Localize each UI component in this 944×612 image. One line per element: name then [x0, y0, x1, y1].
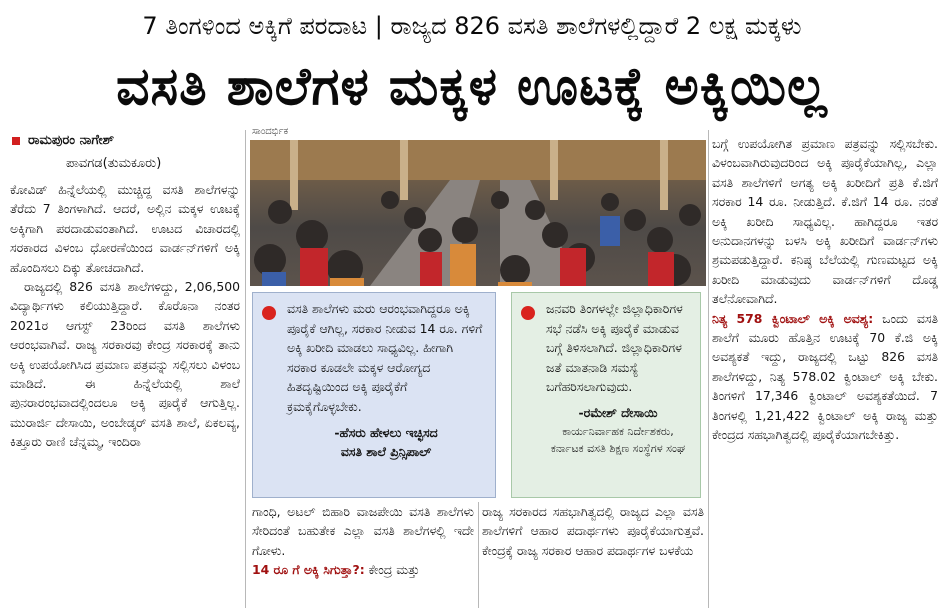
paragraph: ಕೋವಿಡ್ ಹಿನ್ನೆಲೆಯಲ್ಲಿ ಮುಚ್ಚಿದ್ದ ವಸತಿ ಶಾಲೆಗಳನ್ನು ತೆರೆದು 7 ತಿಂಗಳಾಗಿದೆ. ಆದರೆ, ಅಲ್ಲಿನ ಮಕ್ಕಳ ಊಟಕ್ಕೆ ಅಕ್ಕಿಗಾಗಿ ಪರದಾಡುವಂತಾಗಿದೆ. ಊಟದ ವಿಚಾರದಲ್ಲಿ ಸರಕಾರದ ವಿಳಂಬ ಧೋರಣೆಯಿಂದ ವಾರ್ಡನ್‌ಗಳಿಗೆ ಅಕ್ಕಿ ಹೊಂದಿಸಲು ದಿಕ್ಕು ತೋಚದಾಗಿದೆ.	[10, 182, 240, 275]
quote-box-director	[511, 292, 701, 498]
dining-hall-photo	[250, 140, 706, 286]
quote-text: ಜನವರಿ ತಿಂಗಳಲ್ಲೇ ಜಿಲ್ಲಾಧಿಕಾರಿಗಳ ಸಭೆ ನಡೆಸಿ ಅಕ್ಕಿ ಪೂರೈಕೆ ಮಾಡುವ ಬಗ್ಗೆ ತಿಳಿಸಲಾಗಿದೆ. ಜಿಲ್ಲಾಧಿಕಾರಿಗಳ ಜತೆ ಮಾತನಾಡಿ ಸಮಸ್ಯೆ ಬಗೆಹರಿಸಲಾಗುವುದು.	[546, 301, 683, 395]
article-column-1	[10, 180, 240, 608]
paragraph: ರಾಜ್ಯದಲ್ಲಿ 826 ವಸತಿ ಶಾಲೆಗಳಿದ್ದು, 2,06,500 ವಿದ್ಯಾರ್ಥಿಗಳು ಕಲಿಯುತ್ತಿದ್ದಾರೆ. ಕೊರೊನಾ ನಂತರ 2021ರ ಆಗಸ್ಟ್ 23ರಿಂದ ವಸತಿ ಶಾಲೆಗಳು ಆರಂಭವಾಗಿವೆ. ರಾಜ್ಯ ಸರಕಾರವು ಕೇಂದ್ರ ಸರಕಾರಕ್ಕೆ ತಾನು ಅಕ್ಕಿ ಉಪಯೋಗಿಸಿದ ಪ್ರಮಾಣ ಪತ್ರವನ್ನು ಸಲ್ಲಿಸಲು ವಿಳಂಬ ಮಾಡಿದೆ. ಈ ಹಿನ್ನೆಲೆಯಲ್ಲಿ ಶಾಲೆ ಪುನರಾರಂಭವಾದಲ್ಲಿಂದಲೂ ಅಕ್ಕಿ ಪೂರೈಕೆ ಆಗುತ್ತಿಲ್ಲ. ಮುರಾರ್ಜಿ ದೇಸಾಯಿ, ಅಂಬೇಡ್ಕರ್ ವಸತಿ ಶಾಲೆ, ಏಕಲವ್ಯ, ಕಿತ್ತೂರು ರಾಣಿ ಚೆನ್ನಮ್ಮ, ಇಂದಿರಾ	[10, 279, 240, 450]
subheading: ನಿತ್ಯ 578 ಕ್ವಿಂಟಾಲ್ ಅಕ್ಕಿ ಅವಶ್ಯ:	[712, 310, 874, 326]
paragraph: ರಾಜ್ಯ ಸರಕಾರದ ಸಹಭಾಗಿತ್ವದಲ್ಲಿ ರಾಜ್ಯದ ಎಲ್ಲಾ ವಸತಿ ಶಾಲೆಗಳಿಗೆ ಆಹಾರ ಪದಾರ್ಥಗಳು ಪೂರೈಕೆಯಾಗುತ್ತವೆ. ಕೇಂದ್ರಕ್ಕೆ ರಾಜ್ಯ ಸರಕಾರ ಆಹಾರ ಪದಾರ್ಥಗಳ ಬಳಕೆಯ	[482, 504, 704, 558]
quote-attribution-title: ವಸತಿ ಶಾಲೆ ಪ್ರಿನ್ಸಿಪಾಲ್	[340, 444, 432, 460]
article-column-4	[712, 134, 938, 610]
author-name: ರಾಮಪುರಂ ನಾಗೇಶ್	[28, 133, 115, 148]
photo-caption: ಸಾಂದರ್ಭಿಕ	[252, 126, 289, 137]
article-column-3-continued	[482, 502, 704, 608]
quote-attribution: -ಹೆಸರು ಹೇಳಲು ಇಚ್ಛಿಸದ	[334, 424, 438, 440]
paragraph: ಗಾಂಧಿ, ಅಟಲ್ ಬಿಹಾರಿ ವಾಜಪೇಯಿ ವಸತಿ ಶಾಲೆಗಳು ಸೇರಿದಂತೆ ಬಹುತೇಕ ಎಲ್ಲಾ ವಸತಿ ಶಾಲೆಗಳಲ್ಲಿ ಇದೇ ಗೋಳು.	[252, 504, 474, 558]
quote-role: ಕಾರ್ಯನಿರ್ವಾಹಕ ನಿರ್ದೇಶಕರು,	[562, 424, 674, 438]
quote-organization: ಕರ್ನಾಟಕ ವಸತಿ ಶಿಕ್ಷಣ ಸಂಸ್ಥೆಗಳ ಸಂಘ	[550, 441, 686, 455]
column-divider	[245, 130, 246, 608]
bullet-square-icon	[12, 137, 20, 145]
paragraph: ಬಗ್ಗೆ ಉಪಯೋಗಿತ ಪ್ರಮಾಣ ಪತ್ರವನ್ನು ಸಲ್ಲಿಸಬೇಕು. ವಿಳಂಬವಾಗಿರುವುದರಿಂದ ಅಕ್ಕಿ ಪೂರೈಕೆಯಾಗಿಲ್ಲ, ಎಲ್ಲಾ ವಸತಿ ಶಾಲೆಗಳಿಗೆ ಅಗತ್ಯ ಅಕ್ಕಿ ಖರೀದಿಗೆ ಪ್ರತಿ ಕೆ.ಜಿಗೆ ಸರಕಾರ 14 ರೂ. ನೀಡುತ್ತಿದೆ. ಕೆ.ಜಿಗೆ 14 ರೂ. ನಂತೆ ಅಕ್ಕಿ ಖರೀದಿ ಸಾಧ್ಯವಿಲ್ಲ. ಹಾಗಿದ್ದರೂ ಇತರ ಅನುದಾನಗಳನ್ನು ಬಳಸಿ ಅಕ್ಕಿ ಖರೀದಿಗೆ ವಾರ್ಡನ್‌ಗಳು ಶ್ರಮಪಡುತ್ತಿದ್ದಾರೆ. ಕನಿಷ್ಠ ಬೆಲೆಯಲ್ಲಿ ಗುಣಮಟ್ಟದ ಅಕ್ಕಿ ಖರೀದಿ ಮಾಡುವುದು ವಾರ್ಡನ್‌ಗಳಿಗೆ ದೊಡ್ಡ ತಲೆನೋವಾಗಿದೆ.	[712, 136, 938, 307]
byline	[12, 133, 114, 148]
quote-attribution: -ರಮೇಶ್ ದೇಸಾಯಿ	[578, 404, 658, 420]
dateline-place: ಪಾವಗಡ(ತುಮಕೂರು)	[66, 156, 162, 171]
red-bullet-icon	[262, 306, 276, 320]
quote-text: ವಸತಿ ಶಾಲೆಗಳು ಮರು ಆರಂಭವಾಗಿದ್ದರೂ ಅಕ್ಕಿ ಪೂರೈಕೆ ಆಗಿಲ್ಲ, ಸರಕಾರ ನೀಡುವ 14 ರೂ. ಗಳಿಗೆ ಅಕ್ಕಿ ಖರೀದಿ ಮಾಡಲು ಸಾಧ್ಯವಿಲ್ಲ. ಹೀಗಾಗಿ ಸರಕಾರ ಕೂಡಲೇ ಮಕ್ಕಳ ಆರೋಗ್ಯದ ಹಿತದೃಷ್ಟಿಯಿಂದ ಅಕ್ಕಿ ಪೂರೈಕೆಗೆ ಕ್ರಮಕೈಗೊಳ್ಳಬೇಕು.	[287, 301, 483, 414]
red-bullet-icon	[521, 306, 535, 320]
quote-box-principal	[252, 292, 496, 498]
photo-illustration	[250, 140, 706, 286]
subheading: 14 ರೂ ಗೆ ಅಕ್ಕಿ ಸಿಗುತ್ತಾ?:	[252, 562, 365, 578]
main-headline: ವಸತಿ ಶಾಲೆಗಳ ಮಕ್ಕಳ ಊಟಕ್ಕೆ ಅಕ್ಕಿಯಿಲ್ಲ	[116, 57, 828, 117]
kicker-headline: 7 ತಿಂಗಳಿಂದ ಅಕ್ಕಿಗೆ ಪರದಾಟ | ರಾಜ್ಯದ 826 ವಸತಿ ಶಾಲೆಗಳಲ್ಲಿದ್ದಾರೆ 2 ಲಕ್ಷ ಮಕ್ಕಳು	[142, 12, 802, 40]
column-divider	[478, 502, 479, 608]
column-divider	[708, 130, 709, 608]
paragraph: ಒಂದು ವಸತಿ ಶಾಲೆಗೆ ಮೂರು ಹೊತ್ತಿನ ಊಟಕ್ಕೆ 70 ಕೆ.ಜಿ ಅಕ್ಕಿ ಅವಶ್ಯಕತೆ ಇದ್ದು, ರಾಜ್ಯದಲ್ಲಿ ಒಟ್ಟು 826 ವಸತಿ ಶಾಲೆಗಳಿದ್ದು, ನಿತ್ಯ 578.02 ಕ್ವಿಂಟಾಲ್ ಅಕ್ಕಿ ಬೇಕು. ತಿಂಗಳಿಗೆ 17,346 ಕ್ವಿಂಟಾಲ್ ಅವಶ್ಯಕತೆಯಿದೆ. 7 ತಿಂಗಳಲ್ಲಿ 1,21,422 ಕ್ವಿಂಟಾಲ್ ಅಕ್ಕಿ ರಾಜ್ಯ ಮತ್ತು ಕೇಂದ್ರದ ಸಹಭಾಗಿತ್ವದಲ್ಲಿ ಪೂರೈಕೆಯಾಗಬೇಕಿತ್ತು.	[712, 310, 938, 443]
paragraph: ಕೇಂದ್ರ ಮತ್ತು	[364, 562, 420, 578]
article-column-2-continued	[252, 502, 474, 608]
